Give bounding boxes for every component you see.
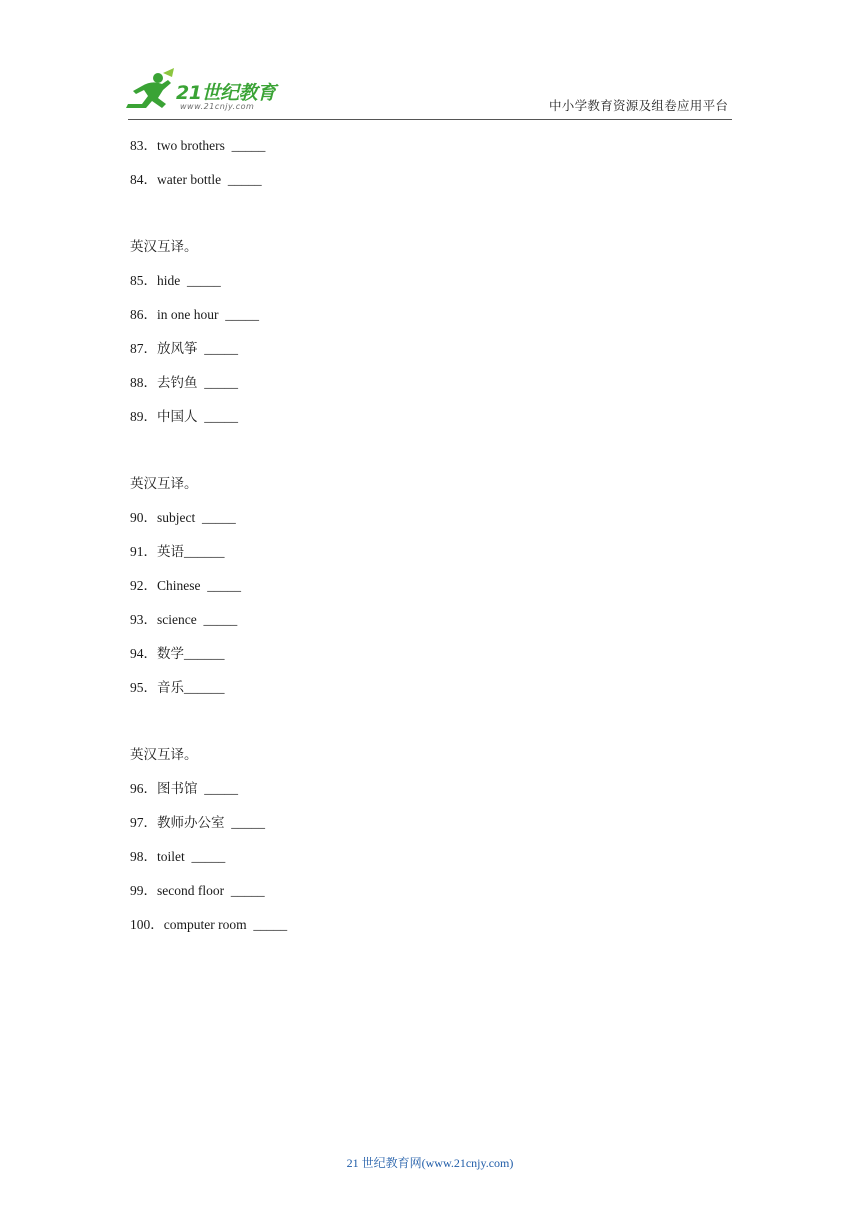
exercise-item: 99．second floor _____ <box>130 883 265 898</box>
exercise-content <box>130 136 730 949</box>
header-tagline: 中小学教育资源及组卷应用平台 <box>549 99 729 113</box>
header-divider <box>128 119 732 120</box>
spacer <box>130 204 730 237</box>
spacer <box>130 441 730 474</box>
section-heading: 英汉互译。 <box>130 476 198 491</box>
exercise-item: 98．toilet _____ <box>130 849 226 864</box>
spacer <box>130 712 730 745</box>
exercise-item: 85．hide _____ <box>130 273 221 288</box>
exercise-item: 90．subject _____ <box>130 510 236 525</box>
exercise-item: 96．图书馆 _____ <box>130 781 238 796</box>
exercise-item: 88．去钓鱼 _____ <box>130 375 238 390</box>
page-header <box>0 0 860 125</box>
exercise-item: 86．in one hour _____ <box>130 307 259 322</box>
exercise-item: 95．音乐______ <box>130 680 225 695</box>
exercise-item: 100．computer room _____ <box>130 917 288 932</box>
exercise-item: 84．water bottle _____ <box>130 172 262 187</box>
logo-wordmark: 21世纪教育 <box>176 82 276 104</box>
exercise-item: 94．数学______ <box>130 646 225 661</box>
exercise-item: 83．two brothers _____ <box>130 138 266 153</box>
exercise-item: 92．Chinese _____ <box>130 578 241 593</box>
section-heading: 英汉互译。 <box>130 747 198 762</box>
page-footer: 21 世纪教育网(www.21cnjy.com) <box>346 1156 514 1170</box>
exercise-item: 91．英语______ <box>130 544 225 559</box>
logo-url: www.21cnjy.com <box>180 102 255 111</box>
exercise-item: 89．中国人 _____ <box>130 409 238 424</box>
exercise-item: 97．教师办公室 _____ <box>130 815 265 830</box>
brand-logo <box>122 68 292 116</box>
exercise-item: 87．放风筝 _____ <box>130 341 238 356</box>
section-heading: 英汉互译。 <box>130 239 198 254</box>
exercise-item: 93．science _____ <box>130 612 238 627</box>
